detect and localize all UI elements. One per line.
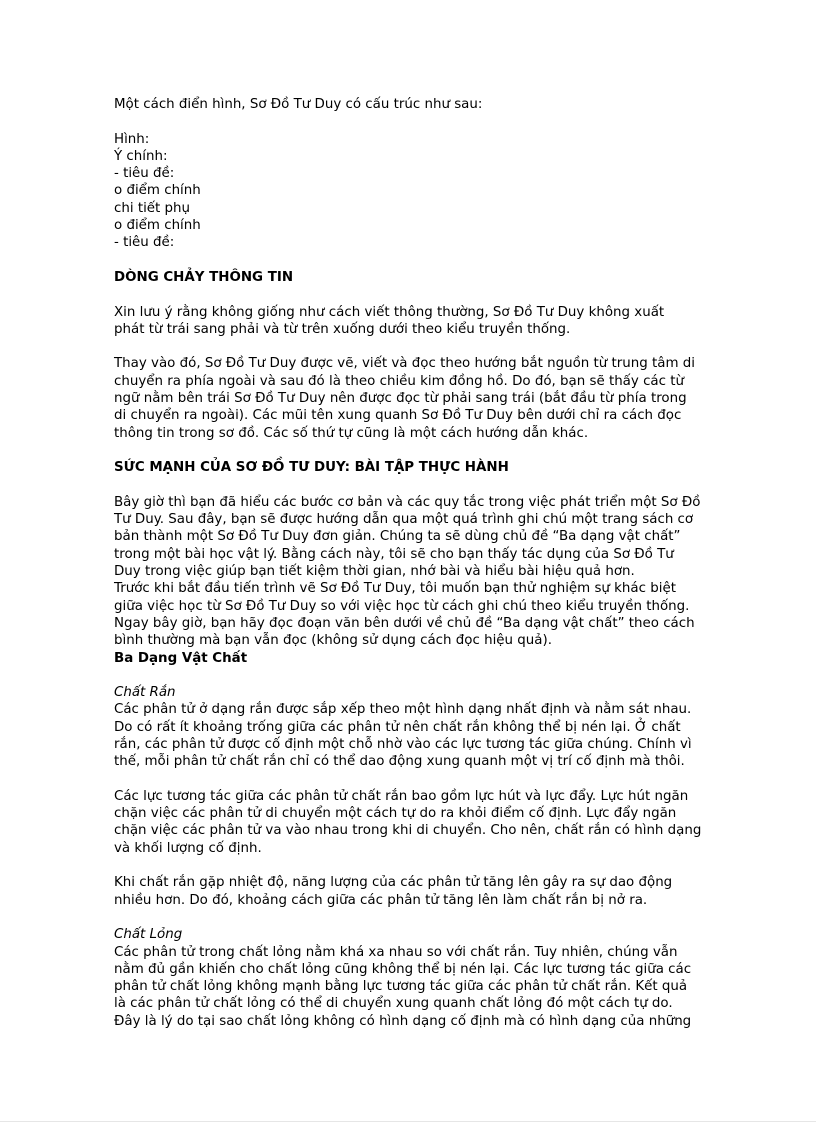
paragraph-line: nhiều hơn. Do đó, khoảng cách giữa các phân tử tăng lên làm chất rắn bị nở ra.: [114, 892, 648, 908]
paragraph-line: Xin lưu ý rằng không giống như cách viết thông thường, Sơ Đồ Tư Duy không xuất: [114, 304, 665, 320]
paragraph-line: Trước khi bắt đầu tiến trình vẽ Sơ Đồ Tư Duy, tôi muốn bạn thử nghiệm sự khác biệt: [114, 581, 676, 597]
paragraph-line: nằm đủ gần khiến cho chất lỏng cũng không thể bị nén lại. Các lực tương tác giữa các: [114, 961, 692, 977]
outline-list: [114, 131, 714, 252]
paragraph-line: Các phân tử ở dạng rắn được sắp xếp theo một hình dạng nhất định và nằm sát nhau.: [114, 702, 692, 718]
paragraph-line: Các phân tử trong chất lỏng nằm khá xa nhau so với chất rắn. Tuy nhiên, chúng vẫn: [114, 944, 678, 960]
paragraph: [114, 701, 714, 770]
paragraph-line: ngữ nằm bên trái Sơ Đồ Tư Duy nên được đọc từ phải sang trái (bắt đầu từ phía trong: [114, 391, 687, 407]
paragraph-line: chặn việc các phân tử di chuyển một cách tự do ra khỏi điểm cố định. Lực đẩy ngăn: [114, 806, 677, 822]
document-page: [114, 96, 714, 1030]
paragraph-line: Khi chất rắn gặp nhiệt độ, năng lượng của các phân tử tăng lên gây ra sự dao động: [114, 875, 673, 891]
paragraph: [114, 304, 714, 339]
paragraph-line: Duy trong việc giúp bạn tiết kiệm thời gian, nhớ bài và hiểu bài hiệu quả hơn.: [114, 564, 635, 580]
paragraph-line: Bây giờ thì bạn đã hiểu các bước cơ bản và các quy tắc trong việc phát triển một Sơ Đồ: [114, 494, 701, 510]
outline-item: o điểm chính: [114, 183, 201, 199]
intro-text: Một cách điển hình, Sơ Đồ Tư Duy có cấu trúc như sau:: [114, 97, 483, 112]
paragraph-line: Tư Duy. Sau đây, bạn sẽ được hướng dẫn qua một quá trình ghi chú một trang sách cơ: [114, 512, 694, 528]
paragraph: [114, 788, 714, 857]
paragraph-line: trong một bài học vật lý. Bằng cách này, tôi sẽ cho bạn thấy tác dụng của Sơ Đồ Tư: [114, 546, 674, 562]
paragraph-line: và khối lượng cố định.: [114, 840, 262, 856]
paragraph-line: chuyển ra phía ngoài và sau đó là theo chiều kim đồng hồ. Do đó, bạn sẽ thấy các từ: [114, 373, 684, 389]
subheading-solid: Chất Rắn: [114, 685, 176, 701]
section-heading-practice: SỨC MẠNH CỦA SƠ ĐỒ TƯ DUY: BÀI TẬP THỰC HÀNH: [114, 460, 509, 476]
paragraph-line: bình thường mà bạn vẫn đọc (không sử dụng cách đọc hiệu quả).: [114, 633, 552, 649]
paragraph: [114, 494, 714, 650]
outline-item: Ý chính:: [114, 148, 168, 164]
paragraph-line: di chuyển ra ngoài). Các mũi tên xung quanh Sơ Đồ Tư Duy bên dưới chỉ ra cách đọc: [114, 408, 682, 424]
outline-item: chi tiết phụ: [114, 200, 191, 216]
paragraph-line: Đây là lý do tại sao chất lỏng không có hình dạng cố định mà có hình dạng của những: [114, 1013, 692, 1029]
outline-item: o điểm chính: [114, 218, 201, 234]
paragraph: [114, 944, 714, 1030]
paragraph-line: thông tin trong sơ đồ. Các số thứ tự cũng là một cách hướng dẫn khác.: [114, 425, 589, 441]
paragraph-line: Các lực tương tác giữa các phân tử chất rắn bao gồm lực hút và lực đẩy. Lực hút ngăn: [114, 788, 689, 804]
paragraph-line: Do có rất ít khoảng trống giữa các phân tử nên chất rắn không thể bị nén lại. Ở chất: [114, 719, 681, 735]
outline-item: Hình:: [114, 131, 150, 147]
paragraph-line: rắn, các phân tử được cố định một chỗ nhờ vào các lực tương tác giữa chúng. Chính vì: [114, 736, 692, 752]
paragraph-line: chặn việc các phân tử va vào nhau trong khi di chuyển. Cho nên, chất rắn có hình dạng: [114, 823, 702, 839]
paragraph-line: Ngay bây giờ, bạn hãy đọc đoạn văn bên dưới về chủ đề “Ba dạng vật chất” theo cách: [114, 615, 695, 631]
page-bottom-border: [0, 1121, 816, 1122]
section-heading-information-flow: DÒNG CHẢY THÔNG TIN: [114, 269, 294, 285]
outline-item: - tiêu đề:: [114, 166, 175, 182]
paragraph-line: là các phân tử chất lỏng có thể di chuyển xung quanh chất lỏng đó một cách tự do.: [114, 996, 673, 1012]
outline-item: - tiêu đề:: [114, 235, 175, 251]
paragraph: [114, 355, 714, 441]
paragraph: [114, 874, 714, 909]
paragraph-line: bản thành một Sơ Đồ Tư Duy đơn giản. Chúng ta sẽ dùng chủ đề “Ba dạng vật chất”: [114, 529, 681, 545]
paragraph-line: thế, mỗi phân tử chất rắn chỉ có thể dao động xung quanh một vị trí cố định mà thôi.: [114, 754, 685, 770]
paragraph-line: giữa việc học từ Sơ Đồ Tư Duy so với việc học từ cách ghi chú theo kiểu truyền thống.: [114, 598, 690, 614]
paragraph-line: phân tử chất lỏng không mạnh bằng lực tương tác giữa các phân tử chất rắn. Kết quả: [114, 979, 688, 995]
paragraph-line: Thay vào đó, Sơ Đồ Tư Duy được vẽ, viết và đọc theo hướng bắt nguồn từ trung tâm di: [114, 356, 695, 372]
section-heading-three-states: Ba Dạng Vật Chất: [114, 650, 248, 666]
subheading-liquid: Chất Lỏng: [114, 927, 183, 943]
paragraph-line: phát từ trái sang phải và từ trên xuống dưới theo kiểu truyền thống.: [114, 321, 571, 337]
